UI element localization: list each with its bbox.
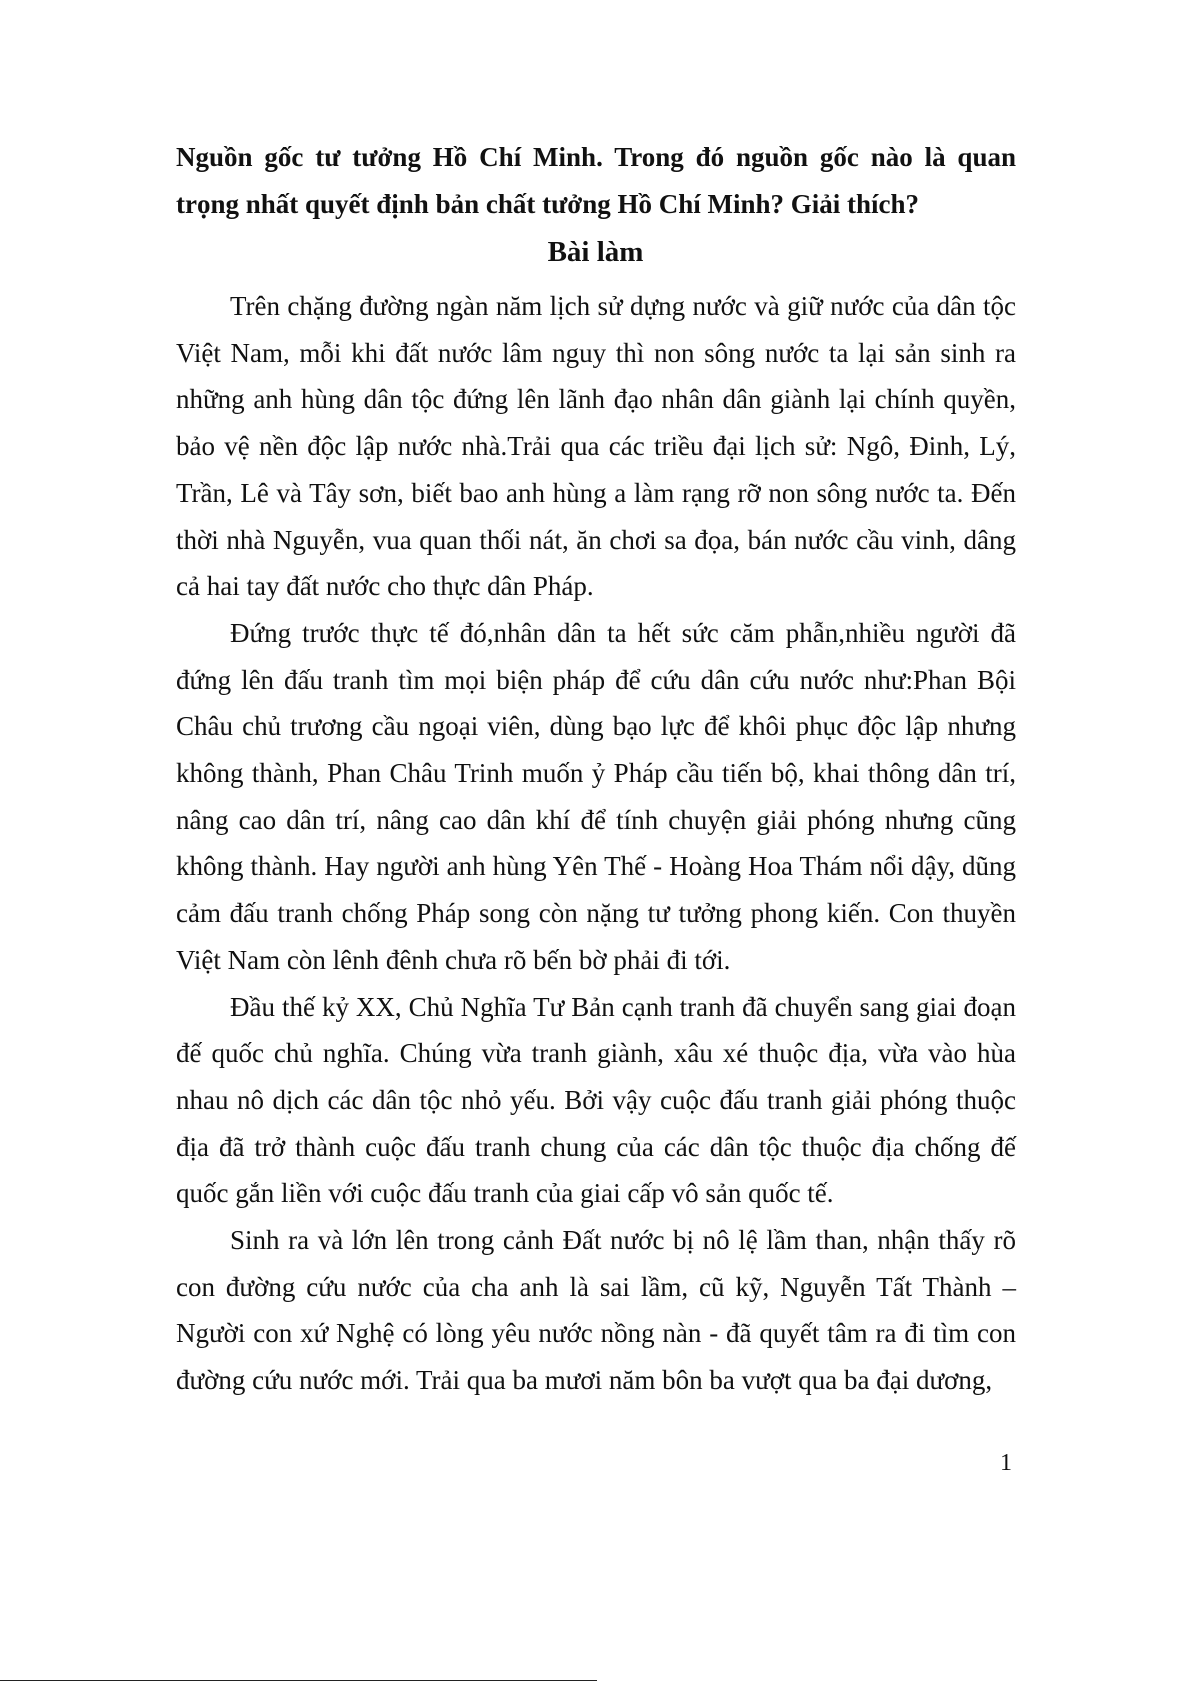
document-title: Nguồn gốc tư tưởng Hồ Chí Minh. Trong đó nguồn gốc nào là quan trọng nhất quyết định bản chất tưởng Hồ Chí Minh? Giải thích? [176,142,1016,219]
paragraph: Sinh ra và lớn lên trong cảnh Đất nước bị nô lệ lầm than, nhận thấy rõ con đường cứu nước của cha anh là sai lầm, cũ kỹ, Nguyễn Tất Thành – Người con xứ Nghệ có lòng yêu nước nồng nàn - đã quyết tâm ra đi tìm con đường cứu nước mới. Trải qua ba mươi năm bôn ba vượt qua ba đại dương, [176,1225,1016,1396]
footer-divider [0,1680,597,1681]
page-number: 1 [1000,1450,1012,1476]
document-body [176,283,1016,1404]
paragraph: Trên chặng đường ngàn năm lịch sử dựng nước và giữ nước của dân tộc Việt Nam, mỗi khi đất nước lâm nguy thì non sông nước ta lại sản sinh ra những anh hùng dân tộc đứng lên lãnh đạo nhân dân giành lại chính quyền, bảo vệ nền độc lập nước nhà.Trải qua các triều đại lịch sử: Ngô, Đinh, Lý, Trần, Lê và Tây sơn, biết bao anh hùng a làm rạng rỡ non sông nước ta. Đến thời nhà Nguyễn, vua quan thối nát, ăn chơi sa đọa, bán nước cầu vinh, dâng cả hai tay đất nước cho thực dân Pháp. [176,291,1016,602]
paragraph: Đứng trước thực tế đó,nhân dân ta hết sức căm phẫn,nhiều người đã đứng lên đấu tranh tìm mọi biện pháp để cứu dân cứu nước như:Phan Bội Châu chủ trương cầu ngoại viên, dùng bạo lực để khôi phục độc lập nhưng không thành, Phan Châu Trinh muốn ỷ Pháp cầu tiến bộ, khai thông dân trí, nâng cao dân trí, nâng cao dân khí để tính chuyện giải phóng nhưng cũng không thành. Hay người anh hùng Yên Thế - Hoàng Hoa Thám nổi dậy, dũng cảm đấu tranh chống Pháp song còn nặng tư tưởng phong kiến. Con thuyền Việt Nam còn lênh đênh chưa rõ bến bờ phải đi tới. [176,617,1016,975]
paragraph: Đầu thế kỷ XX, Chủ Nghĩa Tư Bản cạnh tranh đã chuyển sang giai đoạn đế quốc chủ nghĩa. Chúng vừa tranh giành, xâu xé thuộc địa, vừa vào hùa nhau nô dịch các dân tộc nhỏ yếu. Bởi vậy cuộc đấu tranh giải phóng thuộc địa đã trở thành cuộc đấu tranh chung của các dân tộc thuộc địa chống đế quốc gắn liền với cuộc đấu tranh của giai cấp vô sản quốc tế. [176,991,1016,1209]
section-heading: Bài làm [547,236,644,268]
